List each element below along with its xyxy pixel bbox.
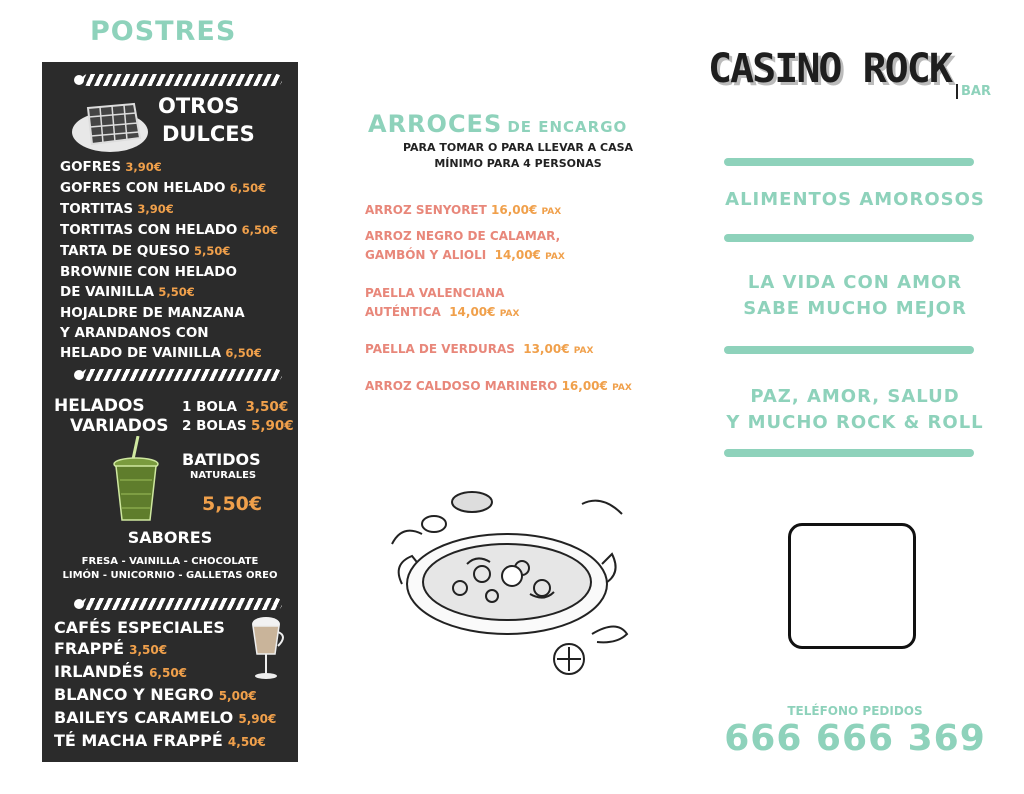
list-item: TÉ MACHA FRAPPÉ 4,50€: [54, 731, 266, 750]
list-item: GOFRES 3,90€: [60, 159, 162, 175]
helados-prices: 1 BOLA 3,50€ 2 BOLAS 5,90€: [182, 399, 294, 434]
slogan: LA VIDA CON AMOR SABE MUCHO MEJOR: [743, 272, 967, 319]
list-item: ARROZ CALDOSO MARINERO 16,00€ PAX: [365, 379, 632, 393]
sabores-label: SABORES: [127, 528, 213, 547]
list-item: TORTITAS CON HELADO 6,50€: [60, 222, 279, 238]
list-item: TARTA DE QUESO 5,50€: [60, 243, 231, 259]
list-item: GOFRES CON HELADO 6,50€: [60, 180, 267, 196]
dessert-list: [60, 157, 278, 363]
rope-divider: [82, 598, 282, 610]
list-item: PAELLA DE VERDURAS 13,00€ PAX: [365, 342, 594, 356]
milkshake-icon: [108, 436, 164, 526]
list-item: ARROZ NEGRO DE CALAMAR, GAMBÓN Y ALIOLI 14,00€ PAX: [365, 229, 565, 262]
list-item: ARROZ SENYORET 16,00€ PAX: [365, 203, 562, 217]
mint-brush-stroke: [724, 346, 974, 354]
slogan: PAZ, AMOR, SALUD Y MUCHO ROCK & ROLL: [726, 386, 984, 433]
list-item: BAILEYS CARAMELO 5,90€: [54, 708, 277, 727]
qr-code-frame[interactable]: [788, 523, 916, 649]
list-item: Y ARANDANOS CON: [60, 325, 209, 341]
list-item: DE VAINILLA 5,50€: [60, 284, 195, 300]
logo-suffix: BAR: [956, 84, 991, 99]
rope-end: [74, 599, 84, 609]
dulces-label: DULCES: [162, 122, 255, 146]
telefono-label: TELÉFONO PEDIDOS: [787, 704, 923, 718]
casino-rock-logo: CASINO ROCK: [708, 46, 951, 92]
mint-brush-stroke: [724, 449, 974, 457]
rope-divider: [82, 369, 282, 381]
sabores-list: FRESA - VAINILLA - CHOCOLATE LIMÓN - UNICORNIO - GALLETAS OREO: [62, 556, 278, 581]
list-item: HELADO DE VAINILLA 6,50€: [60, 345, 262, 361]
waffle-icon: [70, 94, 154, 154]
otros-dulces-title: [158, 92, 255, 148]
batidos-price: 5,50€: [202, 493, 263, 515]
mint-brush-stroke: [724, 158, 974, 166]
list-item: PAELLA VALENCIANA AUTÉNTICA 14,00€ PAX: [365, 286, 520, 319]
list-item: HOJALDRE DE MANZANA: [60, 305, 245, 321]
rope-end: [74, 370, 84, 380]
postres-title: POSTRES: [90, 16, 237, 47]
helados-label: HELADOS VARIADOS: [54, 396, 169, 436]
rope-end: [74, 75, 84, 85]
otros-label: OTROS: [158, 94, 240, 118]
arroces-title: ARROCES DE ENCARGO: [368, 110, 628, 138]
list-item: TORTITAS 3,90€: [60, 201, 174, 217]
list-item: BROWNIE CON HELADO: [60, 264, 237, 280]
list-item: IRLANDÉS 6,50€: [54, 662, 188, 681]
list-item: BLANCO Y NEGRO 5,00€: [54, 685, 257, 704]
slogan: ALIMENTOS AMOROSOS: [725, 189, 985, 210]
list-item: FRAPPÉ 3,50€: [54, 639, 168, 658]
irish-coffee-icon: [248, 614, 290, 684]
batidos-label: BATIDOS: [182, 450, 261, 469]
cafes-list: [54, 617, 276, 753]
batidos-sub: NATURALES: [190, 470, 257, 481]
rope-divider: [82, 74, 282, 86]
mint-brush-stroke: [724, 234, 974, 242]
cafes-title: CAFÉS ESPECIALES: [54, 618, 225, 637]
arroces-subtitle: PARA TOMAR O PARA LLEVAR A CASA MÍNIMO PARA 4 PERSONAS: [402, 141, 634, 170]
phone-number[interactable]: 666 666 369: [724, 718, 986, 759]
paella-pan-icon: [372, 484, 642, 680]
dessert-chalkboard: [42, 62, 298, 762]
